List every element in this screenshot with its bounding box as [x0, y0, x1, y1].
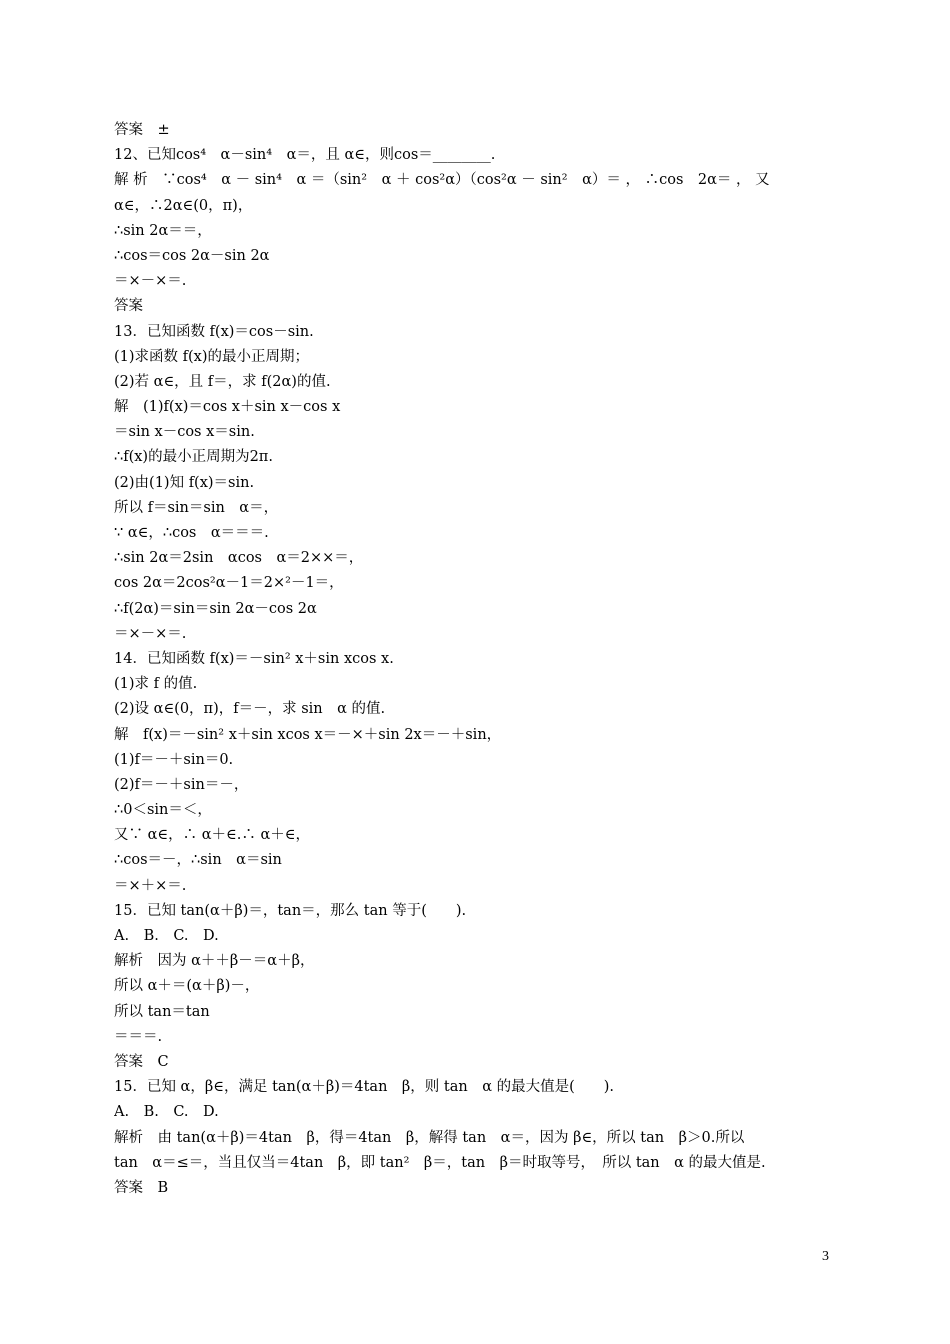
- page-number: 3: [822, 1249, 829, 1264]
- text-line: 所以 f＝sin＝sin α＝，: [114, 499, 279, 516]
- text-line: tan α＝≤＝，当且仅当＝4tan β，即 tan² β＝，tan β＝时取等号， 所以 tan α 的最大值是.: [114, 1154, 766, 1171]
- text-line: 所以 tan＝tan: [114, 1003, 210, 1020]
- text-line: ∴0＜sin＝＜，: [114, 802, 212, 819]
- text-line: ＝sin x－cos x＝sin.: [114, 424, 255, 441]
- text-line: A. B. C. D.: [114, 1104, 219, 1121]
- text-line: ＝＝＝.: [114, 1028, 163, 1045]
- text-line: 12、已知cos⁴ α－sin⁴ α＝，且 α∈，则cos＝________.: [114, 147, 496, 164]
- text-line: 解 析 ∵cos⁴ α － sin⁴ α ＝（sin² α ＋ cos²α）（cos²α － sin² α）＝ ， ∴cos 2α＝ ， 又: [114, 172, 770, 189]
- text-line: 解析 由 tan(α＋β)＝4tan β，得＝4tan β，解得 tan α＝，因为 β∈，所以 tan β＞0.所以: [114, 1129, 745, 1146]
- text-line: (2)由(1)知 f(x)＝sin.: [114, 474, 255, 491]
- text-line: 又∵ α∈，∴ α＋∈.∴ α＋∈，: [114, 827, 311, 844]
- text-line: 答案 B: [114, 1179, 169, 1196]
- text-line: ∴sin 2α＝2sin αcos α＝2××＝，: [114, 550, 364, 567]
- text-line: A. B. C. D.: [114, 928, 219, 944]
- text-line: ∴cos＝－，∴sin α＝sin: [114, 852, 282, 869]
- text-line: 答案 C: [114, 1053, 169, 1070]
- text-line: 15．已知 tan(α＋β)＝，tan＝，那么 tan 等于( ).: [114, 902, 467, 919]
- text-line: cos 2α＝2cos²α－1＝2×²－1＝，: [114, 575, 344, 592]
- text-line: 15．已知 α，β∈，满足 tan(α＋β)＝4tan β，则 tan α 的最大值是( ).: [114, 1079, 615, 1096]
- text-line: (1)求函数 f(x)的最小正周期；: [114, 348, 310, 365]
- text-line: 答案: [114, 298, 143, 315]
- text-line: 解 (1)f(x)＝cos x＋sin x－cos x: [114, 399, 341, 416]
- text-line: (2)f＝－＋sin＝－，: [114, 776, 249, 793]
- text-line: α∈，∴2α∈(0，π)，: [114, 197, 253, 214]
- text-line: ＝×＋×＝.: [114, 877, 187, 894]
- text-line: ∴cos＝cos 2α－sin 2α: [114, 247, 270, 264]
- text-line: 答案 ±: [114, 122, 170, 138]
- document-body: [114, 118, 842, 1201]
- text-line: 解 f(x)＝－sin² x＋sin xcos x＝－×＋sin 2x＝－＋sin，: [114, 726, 502, 743]
- text-line: (1)f＝－＋sin＝0.: [114, 751, 234, 768]
- text-line: ∴f(2α)＝sin＝sin 2α－cos 2α: [114, 600, 317, 617]
- text-line: ∴f(x)的最小正周期为2π.: [114, 449, 273, 466]
- text-line: ∵ α∈，∴cos α＝＝＝.: [114, 525, 269, 541]
- text-line: ＝×－×＝.: [114, 625, 187, 642]
- text-line: ＝×－×＝.: [114, 273, 187, 290]
- text-line: (2)设 α∈(0，π)，f＝－，求 sin α 的值.: [114, 701, 386, 718]
- text-line: (2)若 α∈，且 f＝，求 f(2α)的值.: [114, 373, 331, 390]
- text-line: 解析 因为 α＋＋β－＝α＋β，: [114, 953, 315, 970]
- text-line: 所以 α＋＝(α＋β)－，: [114, 978, 260, 995]
- text-line: 14．已知函数 f(x)＝－sin² x＋sin xcos x.: [114, 650, 394, 667]
- text-line: ∴sin 2α＝＝，: [114, 222, 212, 239]
- text-line: 13．已知函数 f(x)＝cos－sin.: [114, 323, 314, 340]
- text-line: (1)求 f 的值.: [114, 676, 198, 693]
